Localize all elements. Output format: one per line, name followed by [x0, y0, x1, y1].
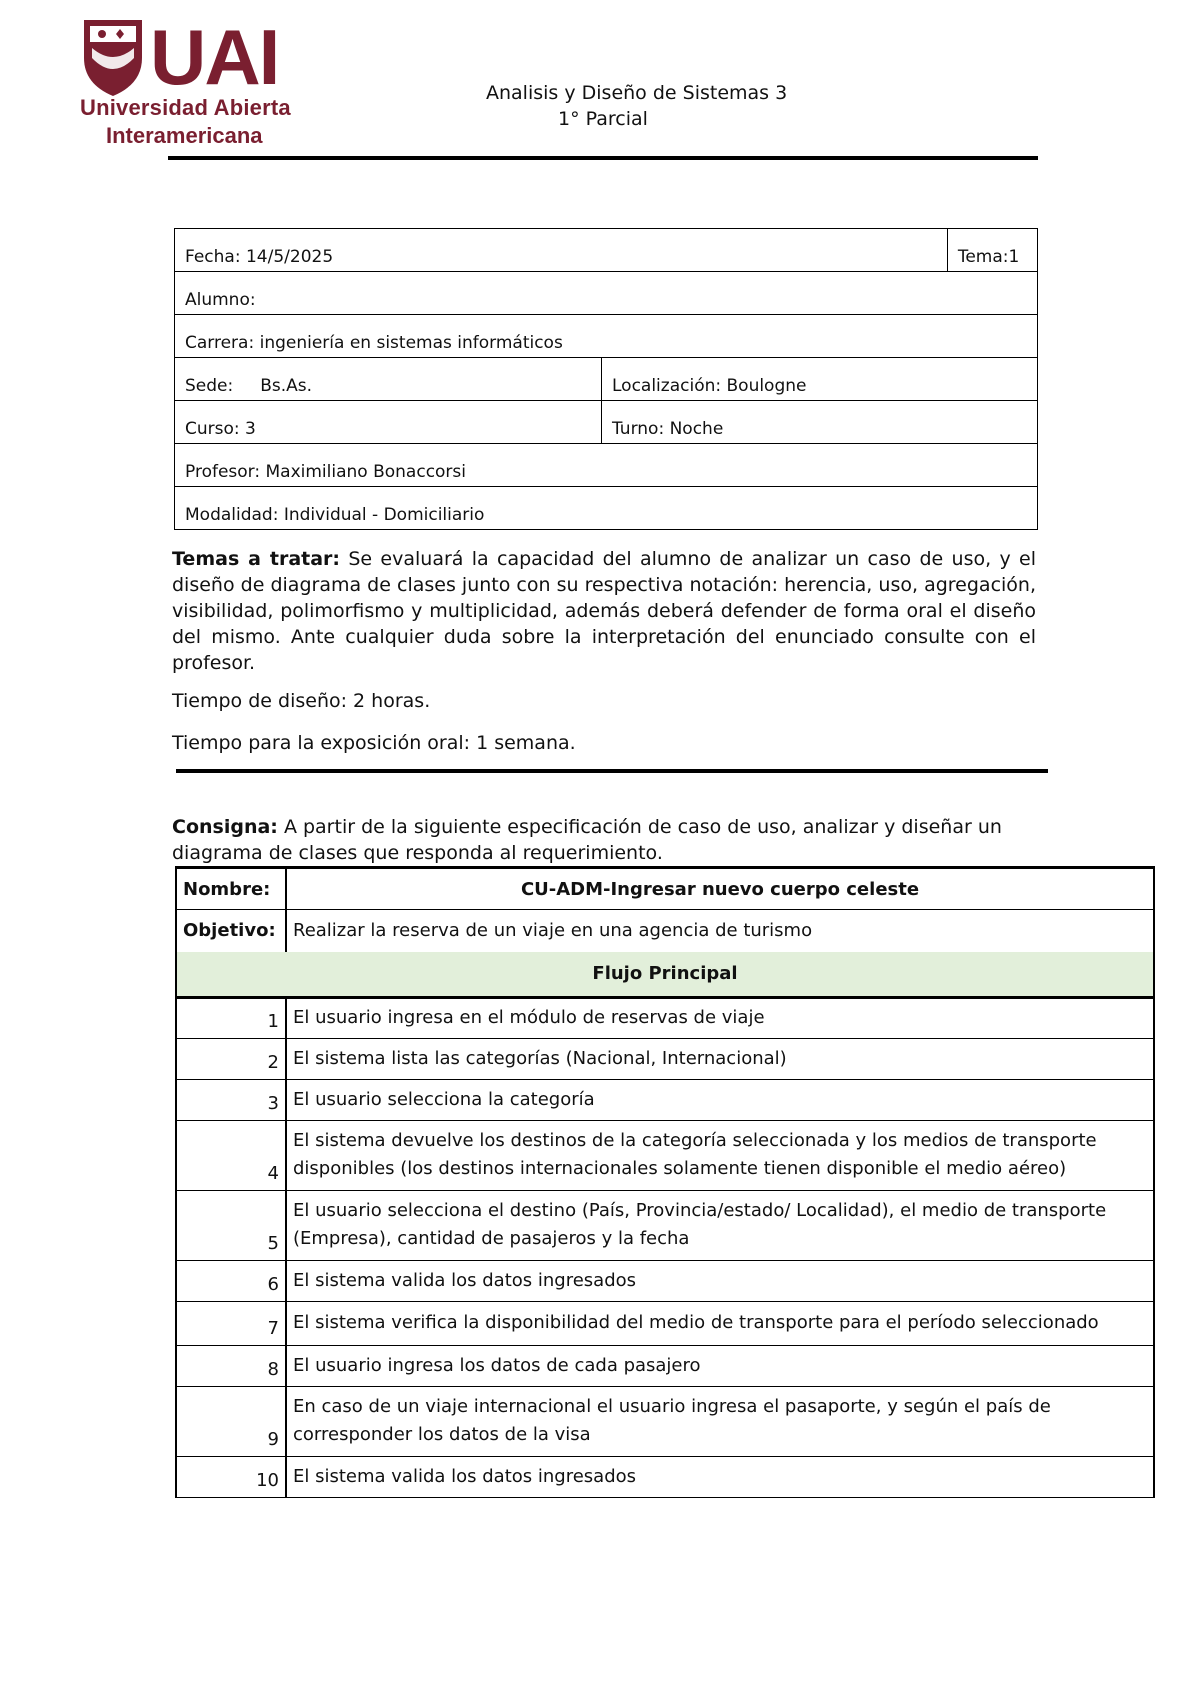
tiempo-exposicion: Tiempo para la exposición oral: 1 semana.	[172, 732, 576, 754]
turno-cell: Turno: Noche	[602, 401, 1038, 444]
course-title: Analisis y Diseño de Sistemas 3	[486, 82, 788, 104]
flow-steps	[176, 997, 1154, 1497]
exam-subtitle: 1° Parcial	[558, 108, 648, 130]
flow-step-row	[176, 1301, 1154, 1345]
curso-cell: Curso: 3	[175, 401, 602, 444]
alumno-cell: Alumno:	[175, 272, 1038, 315]
step-text: El sistema verifica la disponibilidad del medio de transporte para el período seleccionado	[286, 1301, 1154, 1345]
flow-step-row	[176, 1079, 1154, 1120]
step-number: 6	[176, 1260, 286, 1301]
temas-text: Se evaluará la capacidad del alumno de analizar un caso de uso, y el diseño de diagrama de clases junto con su respectiva notación: herencia, uso, agregación, visibilidad, polimorfismo y multiplicidad, además deberá defender de forma oral el diseño del mismo. Ante cualquier duda sobre la interpretación del enunciado consulte con el profesor.	[172, 548, 1037, 674]
document-header	[440, 80, 840, 132]
profesor-cell: Profesor: Maximiliano Bonaccorsi	[175, 444, 1038, 487]
consigna-label: Consigna:	[172, 816, 278, 838]
uai-logo	[80, 18, 320, 98]
flow-step-row	[176, 1038, 1154, 1079]
tiempo-diseno: Tiempo de diseño: 2 horas.	[172, 690, 431, 712]
step-text: El usuario selecciona la categoría	[286, 1079, 1154, 1120]
section-divider	[176, 769, 1048, 773]
step-number: 1	[176, 997, 286, 1038]
step-text: El sistema devuelve los destinos de la categoría seleccionada y los medios de transporte disponibles (los destinos internacionales solamente tienen disponible el medio aéreo)	[286, 1120, 1154, 1190]
step-number: 8	[176, 1345, 286, 1386]
step-text: El usuario ingresa en el módulo de reservas de viaje	[286, 997, 1154, 1038]
step-number: 7	[176, 1301, 286, 1345]
step-number: 3	[176, 1079, 286, 1120]
consigna-paragraph	[172, 814, 1072, 866]
header-divider	[168, 156, 1038, 160]
temas-paragraph	[172, 546, 1036, 676]
logo-line-2: Interamericana	[106, 123, 263, 148]
flow-step-row	[176, 1345, 1154, 1386]
carrera-cell: Carrera: ingeniería en sistemas informáticos	[175, 315, 1038, 358]
use-case-name: CU-ADM-Ingresar nuevo cuerpo celeste	[286, 868, 1154, 910]
step-number: 5	[176, 1190, 286, 1260]
localizacion-cell: Localización: Boulogne	[602, 358, 1038, 401]
step-text: El sistema lista las categorías (Nacional, Internacional)	[286, 1038, 1154, 1079]
flujo-principal-header: Flujo Principal	[176, 952, 1154, 998]
step-number: 10	[176, 1456, 286, 1497]
modalidad-cell: Modalidad: Individual - Domiciliario	[175, 487, 1038, 530]
step-text: En caso de un viaje internacional el usuario ingresa el pasaporte, y según el país de corresponder los datos de la visa	[286, 1386, 1154, 1456]
tema-cell: Tema:1	[947, 229, 1037, 272]
flow-step-row	[176, 1386, 1154, 1456]
objetivo-label: Objetivo:	[176, 910, 286, 952]
flow-step-row	[176, 1190, 1154, 1260]
logo-line-1: Universidad Abierta	[80, 95, 291, 120]
step-text: El sistema valida los datos ingresados	[286, 1260, 1154, 1301]
step-text: El sistema valida los datos ingresados	[286, 1456, 1154, 1497]
use-case-table	[175, 866, 1155, 1498]
fecha-cell: Fecha: 14/5/2025	[175, 229, 948, 272]
use-case-objective: Realizar la reserva de un viaje en una agencia de turismo	[286, 910, 1154, 952]
flow-step-row	[176, 1260, 1154, 1301]
flow-step-row	[176, 1456, 1154, 1497]
nombre-label: Nombre:	[176, 868, 286, 910]
step-number: 9	[176, 1386, 286, 1456]
step-number: 4	[176, 1120, 286, 1190]
step-text: El usuario selecciona el destino (País, Provincia/estado/ Localidad), el medio de transporte (Empresa), cantidad de pasajeros y la fecha	[286, 1190, 1154, 1260]
logo-mark: UAI	[150, 18, 279, 98]
consigna-text: A partir de la siguiente especificación de caso de uso, analizar y diseñar un diagrama de clases que responda al requerimiento.	[172, 816, 1002, 864]
step-number: 2	[176, 1038, 286, 1079]
student-info-table	[174, 228, 1038, 530]
flow-step-row	[176, 1120, 1154, 1190]
step-text: El usuario ingresa los datos de cada pasajero	[286, 1345, 1154, 1386]
temas-label: Temas a tratar:	[172, 548, 341, 570]
flow-step-row	[176, 997, 1154, 1038]
sede-cell: Sede: Bs.As.	[175, 358, 602, 401]
